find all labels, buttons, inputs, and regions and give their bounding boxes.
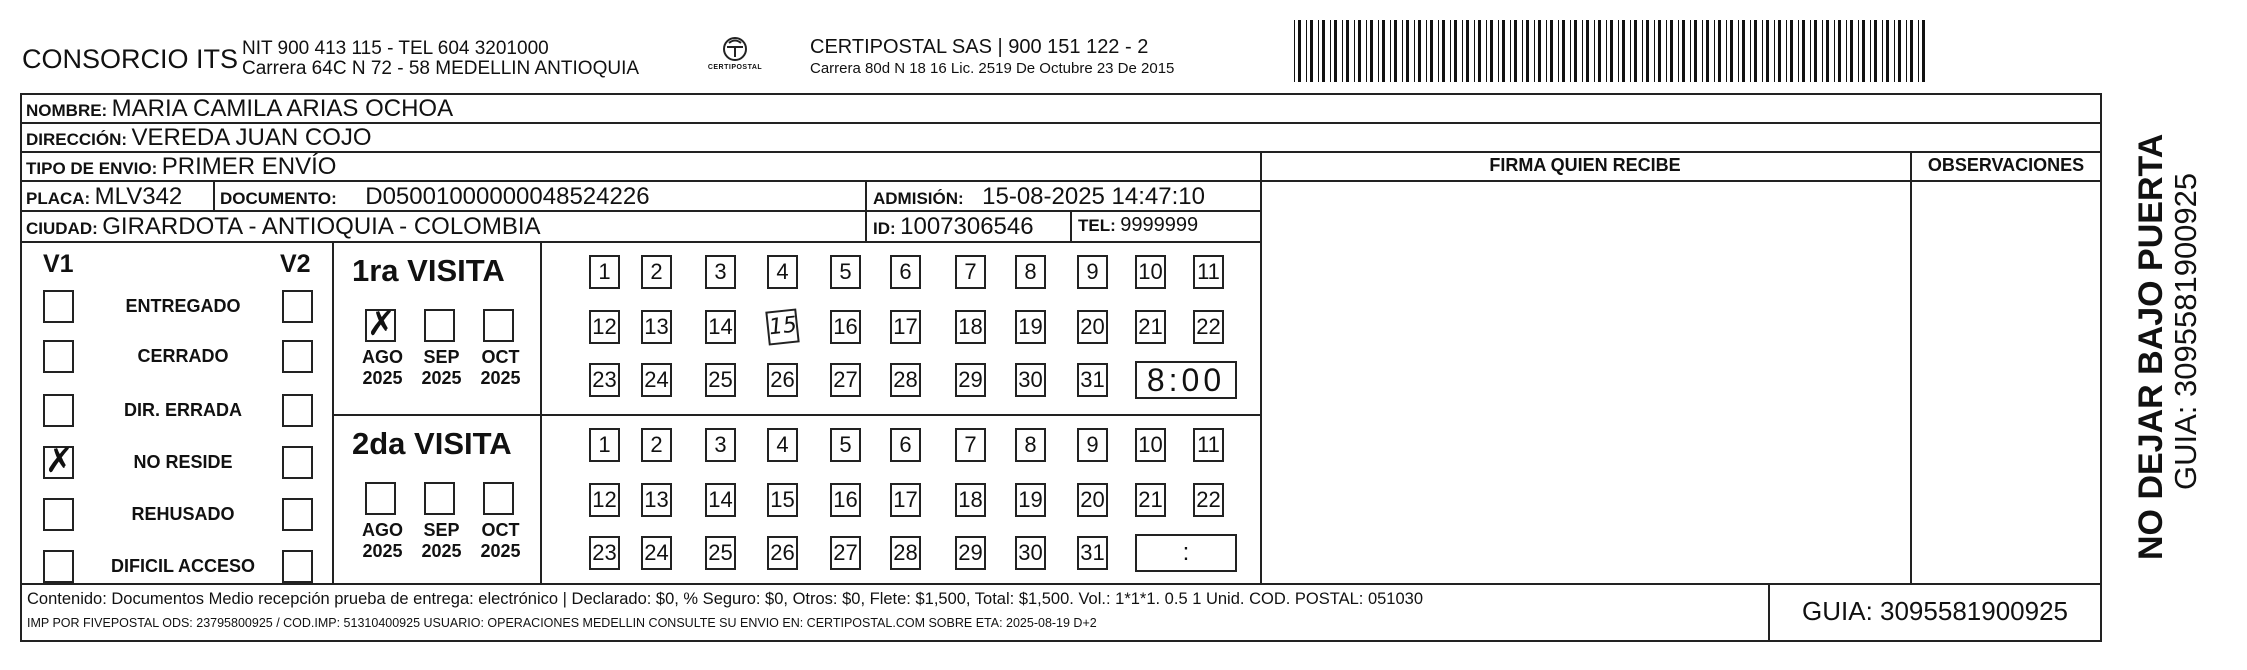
- barcode-bar: [1690, 20, 1691, 82]
- certipostal-logo: [705, 34, 765, 80]
- day-box[interactable]: 24: [641, 536, 672, 570]
- tipo-value: PRIMER ENVÍO: [161, 153, 337, 180]
- barcode-bar: [1474, 20, 1475, 82]
- barcode-bar: [1814, 20, 1817, 82]
- day-box[interactable]: 4: [767, 255, 798, 289]
- day-box[interactable]: 5: [830, 255, 861, 289]
- id-value: 1007306546: [900, 213, 1034, 240]
- ciudad-value: GIRARDOTA - ANTIOQUIA - COLOMBIA: [102, 213, 541, 240]
- status-option-label: DIR. ERRADA: [123, 400, 242, 420]
- carrier-line-2: Carrera 80d N 18 16 Lic. 2519 De Octubre 23 De 2015: [810, 60, 1175, 77]
- barcode-bar: [1754, 20, 1757, 82]
- day-box[interactable]: 3: [705, 428, 736, 462]
- barcode-bar: [1910, 20, 1913, 82]
- day-box[interactable]: 23: [589, 363, 620, 397]
- barcode-bar: [1342, 20, 1343, 82]
- day-box[interactable]: 8: [1015, 428, 1046, 462]
- status-option-label: NO RESIDE: [133, 452, 233, 472]
- month-year: 2025: [421, 368, 462, 388]
- barcode-bar: [1658, 20, 1661, 82]
- barcode-bar: [1294, 20, 1295, 82]
- day-box[interactable]: 5: [830, 428, 861, 462]
- v2-header: V2: [280, 250, 311, 278]
- day-box[interactable]: 6: [890, 255, 921, 289]
- tel-label: TEL:: [1078, 216, 1116, 235]
- barcode-bar: [1670, 20, 1673, 82]
- month-checkbox[interactable]: [365, 482, 396, 515]
- barcode-bar: [1886, 20, 1889, 82]
- status-option-label: DIFICIL ACCESO: [110, 556, 255, 576]
- day-box[interactable]: 14: [705, 483, 736, 517]
- day-box[interactable]: 19: [1015, 310, 1046, 344]
- day-box[interactable]: 28: [890, 536, 921, 570]
- barcode-bar: [1486, 20, 1487, 82]
- day-box[interactable]: 11: [1193, 255, 1224, 289]
- barcode-graphic: [1290, 20, 1930, 82]
- v2-checkbox[interactable]: [282, 290, 313, 323]
- barcode-bar: [1654, 20, 1655, 82]
- tipo-label: TIPO DE ENVIO:: [26, 159, 158, 178]
- direccion-value: VEREDA JUAN COJO: [131, 124, 372, 151]
- barcode-bar: [1766, 20, 1769, 82]
- month-name: SEP: [423, 347, 460, 367]
- month-year: 2025: [421, 541, 462, 561]
- barcode-bar: [1334, 20, 1337, 82]
- barcode-bar: [1598, 20, 1601, 82]
- barcode-bar: [1702, 20, 1703, 82]
- month-year: 2025: [362, 368, 403, 388]
- company-line-2: Carrera 64C N 72 - 58 MEDELLIN ANTIOQUIA: [242, 58, 640, 79]
- month-name: AGO: [361, 520, 403, 540]
- direccion-row: [26, 124, 372, 152]
- barcode-bar: [1514, 20, 1517, 82]
- barcode-bar: [1894, 20, 1895, 82]
- month-name: AGO: [361, 347, 403, 367]
- barcode-bar: [1634, 20, 1637, 82]
- firma-area[interactable]: [1262, 182, 1908, 582]
- barcode-bar: [1322, 20, 1325, 82]
- barcode-bar: [1370, 20, 1373, 82]
- day-box[interactable]: 4: [767, 428, 798, 462]
- nombre-value: MARIA CAMILA ARIAS OCHOA: [111, 95, 454, 122]
- v2-checkbox[interactable]: [282, 446, 313, 479]
- day-box[interactable]: 25: [705, 536, 736, 570]
- barcode-bar: [1562, 20, 1565, 82]
- day-box[interactable]: 22: [1193, 483, 1224, 517]
- day-box[interactable]: 29: [955, 536, 986, 570]
- barcode-bar: [1726, 20, 1727, 82]
- barcode-bar: [1414, 20, 1415, 82]
- barcode: [1290, 20, 1930, 82]
- barcode-bar: [1646, 20, 1649, 82]
- day-box[interactable]: 3: [705, 255, 736, 289]
- barcode-bar: [1570, 20, 1571, 82]
- barcode-bar: [1502, 20, 1505, 82]
- month-year: 2025: [480, 368, 521, 388]
- barcode-bar: [1774, 20, 1775, 82]
- barcode-bar: [1862, 20, 1865, 82]
- documento-value: D05001000000048524226: [365, 183, 650, 210]
- barcode-bar: [1618, 20, 1619, 82]
- barcode-bar: [1798, 20, 1799, 82]
- barcode-bar: [1546, 20, 1547, 82]
- barcode-bar: [1594, 20, 1595, 82]
- day-box[interactable]: 18: [955, 310, 986, 344]
- day-box[interactable]: 15: [765, 308, 799, 345]
- observaciones-area[interactable]: [1912, 182, 2100, 582]
- barcode-bar: [1610, 20, 1613, 82]
- day-box[interactable]: 2: [641, 255, 672, 289]
- month-year: 2025: [362, 541, 403, 561]
- barcode-bar: [1730, 20, 1733, 82]
- day-box[interactable]: 25: [705, 363, 736, 397]
- day-box[interactable]: 23: [589, 536, 620, 570]
- month-label: [414, 520, 469, 562]
- v2-checkbox[interactable]: [282, 550, 313, 583]
- barcode-bar: [1442, 20, 1445, 82]
- tipo-row: [26, 153, 336, 181]
- barcode-bar: [1630, 20, 1631, 82]
- day-box[interactable]: 14: [705, 310, 736, 344]
- barcode-bar: [1678, 20, 1679, 82]
- barcode-bar: [1906, 20, 1907, 82]
- day-box[interactable]: 21: [1135, 310, 1166, 344]
- day-box[interactable]: 20: [1077, 310, 1108, 344]
- month-checkbox[interactable]: [483, 309, 514, 342]
- barcode-bar: [1402, 20, 1403, 82]
- nombre-label: NOMBRE:: [26, 101, 108, 120]
- v1-checkbox[interactable]: [43, 550, 74, 583]
- day-box[interactable]: 26: [767, 363, 798, 397]
- month-check-mark: ✗: [367, 304, 396, 344]
- barcode-bar: [1574, 20, 1577, 82]
- placa-row: [26, 183, 182, 211]
- day-box[interactable]: 9: [1077, 255, 1108, 289]
- barcode-bar: [1810, 20, 1811, 82]
- month-label: [473, 347, 528, 389]
- month-label: [473, 520, 528, 562]
- barcode-bar: [1898, 20, 1901, 82]
- day-box[interactable]: 9: [1077, 428, 1108, 462]
- barcode-bar: [1366, 20, 1367, 82]
- barcode-bar: [1418, 20, 1421, 82]
- day-box[interactable]: 17: [890, 483, 921, 517]
- barcode-bar: [1846, 20, 1847, 82]
- barcode-bar: [1622, 20, 1625, 82]
- barcode-bar: [1822, 20, 1823, 82]
- documento-label: DOCUMENTO:: [220, 189, 337, 208]
- barcode-bar: [1498, 20, 1499, 82]
- barcode-bar: [1478, 20, 1481, 82]
- month-checkbox[interactable]: [424, 309, 455, 342]
- barcode-bar: [1750, 20, 1751, 82]
- ciudad-row: [26, 213, 541, 241]
- carrier-line-1: CERTIPOSTAL SAS | 900 151 122 - 2: [810, 36, 1149, 58]
- company-name: CONSORCIO ITS: [22, 44, 239, 74]
- day-box[interactable]: 13: [641, 310, 672, 344]
- day-box[interactable]: 31: [1077, 363, 1108, 397]
- v1-checkbox[interactable]: [43, 340, 74, 373]
- month-label: [355, 520, 410, 562]
- month-name: SEP: [423, 520, 460, 540]
- barcode-bar: [1450, 20, 1451, 82]
- v2-checkbox[interactable]: [282, 498, 313, 531]
- barcode-bar: [1790, 20, 1793, 82]
- day-box[interactable]: 28: [890, 363, 921, 397]
- month-name: OCT: [481, 347, 520, 367]
- day-box[interactable]: 17: [890, 310, 921, 344]
- barcode-bar: [1642, 20, 1643, 82]
- company-line-1: NIT 900 413 115 - TEL 604 3201000: [242, 38, 549, 59]
- barcode-bar: [1778, 20, 1781, 82]
- barcode-bar: [1462, 20, 1463, 82]
- barcode-bar: [1882, 20, 1883, 82]
- admision-label: ADMISIÓN:: [873, 189, 964, 208]
- status-option-label: ENTREGADO: [125, 296, 241, 316]
- day-box[interactable]: 15: [767, 483, 798, 517]
- day-box[interactable]: 7: [955, 255, 986, 289]
- month-checkbox[interactable]: [424, 482, 455, 515]
- barcode-bar: [1918, 20, 1919, 82]
- barcode-bar: [1738, 20, 1739, 82]
- barcode-bar: [1922, 20, 1925, 82]
- imp-line: IMP POR FIVEPOSTAL ODS: 23795800925 / COD.IMP: 51310400925 USUARIO: OPERACIONES MEDELLIN CONSULTE SU ENVIO EN: CERTIPOSTAL.COM SOBRE ETA: 2025-08-19 D+2: [27, 616, 1097, 630]
- day-box[interactable]: 26: [767, 536, 798, 570]
- firma-header: FIRMA QUIEN RECIBE: [1489, 155, 1681, 175]
- admision-row: [873, 183, 1205, 211]
- barcode-bar: [1718, 20, 1721, 82]
- barcode-bar: [1706, 20, 1709, 82]
- month-checkbox[interactable]: [483, 482, 514, 515]
- placa-label: PLACA:: [26, 189, 91, 208]
- admision-value: 15-08-2025 14:47:10: [982, 183, 1205, 210]
- day-box[interactable]: 7: [955, 428, 986, 462]
- side-guia: GUIA: 3095581900925: [2168, 172, 2203, 490]
- ciudad-label: CIUDAD:: [26, 219, 98, 238]
- v1-header: V1: [43, 250, 74, 278]
- barcode-bar: [1858, 20, 1859, 82]
- barcode-bar: [1522, 20, 1523, 82]
- day-box[interactable]: 30: [1015, 536, 1046, 570]
- day-box[interactable]: 21: [1135, 483, 1166, 517]
- day-box[interactable]: 20: [1077, 483, 1108, 517]
- barcode-bar: [1354, 20, 1355, 82]
- barcode-bar: [1438, 20, 1439, 82]
- month-name: OCT: [481, 520, 520, 540]
- certipostal-logo-icon: [705, 34, 765, 80]
- day-box[interactable]: 13: [641, 483, 672, 517]
- v1-check-mark: ✗: [45, 441, 74, 481]
- barcode-bar: [1330, 20, 1331, 82]
- day-box[interactable]: 22: [1193, 310, 1224, 344]
- tel-value: 9999999: [1120, 214, 1199, 236]
- v2-checkbox[interactable]: [282, 340, 313, 373]
- documento-row: [220, 183, 650, 211]
- barcode-bar: [1714, 20, 1715, 82]
- logo-text: CERTIPOSTAL: [707, 64, 763, 71]
- barcode-bar: [1394, 20, 1397, 82]
- month-year: 2025: [480, 541, 521, 561]
- barcode-bar: [1606, 20, 1607, 82]
- barcode-bar: [1358, 20, 1361, 82]
- day-box[interactable]: 12: [589, 310, 620, 344]
- day-box[interactable]: 6: [890, 428, 921, 462]
- barcode-bar: [1490, 20, 1493, 82]
- day-box[interactable]: 18: [955, 483, 986, 517]
- barcode-bar: [1874, 20, 1877, 82]
- status-option-label: REHUSADO: [131, 504, 235, 524]
- barcode-bar: [1318, 20, 1319, 82]
- barcode-bar: [1826, 20, 1829, 82]
- visit-time-box[interactable]: 8:00: [1135, 361, 1237, 399]
- day-box[interactable]: 31: [1077, 536, 1108, 570]
- barcode-bar: [1586, 20, 1589, 82]
- barcode-bar: [1534, 20, 1535, 82]
- day-box[interactable]: 2: [641, 428, 672, 462]
- barcode-bar: [1390, 20, 1391, 82]
- day-box[interactable]: 16: [830, 483, 861, 517]
- no-dejar-bajo-puerta: NO DEJAR BAJO PUERTA: [2132, 133, 2170, 560]
- barcode-bar: [1870, 20, 1871, 82]
- visit-time-box[interactable]: :: [1135, 534, 1237, 572]
- barcode-bar: [1786, 20, 1787, 82]
- v1-checkbox[interactable]: [43, 290, 74, 323]
- day-box[interactable]: 1: [589, 255, 620, 289]
- day-box[interactable]: 8: [1015, 255, 1046, 289]
- v1-checkbox[interactable]: [43, 394, 74, 427]
- day-box[interactable]: 11: [1193, 428, 1224, 462]
- barcode-bar: [1682, 20, 1685, 82]
- barcode-bar: [1406, 20, 1409, 82]
- barcode-bar: [1526, 20, 1529, 82]
- v2-checkbox[interactable]: [282, 394, 313, 427]
- barcode-bar: [1558, 20, 1559, 82]
- visit-title: 1ra VISITA: [352, 253, 505, 288]
- barcode-bar: [1382, 20, 1385, 82]
- footer-guia: GUIA: 3095581900925: [1802, 596, 2068, 626]
- barcode-bar: [1454, 20, 1457, 82]
- day-box[interactable]: 29: [955, 363, 986, 397]
- barcode-bar: [1666, 20, 1667, 82]
- id-label: ID:: [873, 219, 896, 238]
- barcode-bar: [1426, 20, 1427, 82]
- barcode-bar: [1802, 20, 1805, 82]
- barcode-bar: [1838, 20, 1841, 82]
- barcode-bar: [1346, 20, 1349, 82]
- barcode-bar: [1742, 20, 1745, 82]
- barcode-bar: [1694, 20, 1697, 82]
- v1-checkbox[interactable]: [43, 498, 74, 531]
- day-box[interactable]: 16: [830, 310, 861, 344]
- day-box[interactable]: 27: [830, 363, 861, 397]
- day-box[interactable]: 10: [1135, 255, 1166, 289]
- barcode-bar: [1378, 20, 1379, 82]
- day-box[interactable]: 19: [1015, 483, 1046, 517]
- barcode-bar: [1306, 20, 1307, 82]
- month-label: [355, 347, 410, 389]
- nombre-row: [26, 95, 453, 123]
- day-box[interactable]: 10: [1135, 428, 1166, 462]
- barcode-bar: [1850, 20, 1853, 82]
- barcode-bar: [1310, 20, 1313, 82]
- day-box[interactable]: 1: [589, 428, 620, 462]
- day-box[interactable]: 12: [589, 483, 620, 517]
- day-box[interactable]: 27: [830, 536, 861, 570]
- barcode-bar: [1538, 20, 1541, 82]
- id-row: [873, 213, 1034, 241]
- barcode-bar: [1298, 20, 1301, 82]
- day-box[interactable]: 24: [641, 363, 672, 397]
- barcode-bar: [1834, 20, 1835, 82]
- direccion-label: DIRECCIÓN:: [26, 130, 128, 149]
- day-box[interactable]: 30: [1015, 363, 1046, 397]
- placa-value: MLV342: [94, 183, 183, 210]
- barcode-bar: [1550, 20, 1553, 82]
- visit-title: 2da VISITA: [352, 426, 512, 461]
- tel-row: [1078, 214, 1198, 237]
- barcode-bar: [1582, 20, 1583, 82]
- month-label: [414, 347, 469, 389]
- status-option-label: CERRADO: [137, 346, 229, 366]
- barcode-bar: [1510, 20, 1511, 82]
- observaciones-header: OBSERVACIONES: [1927, 155, 2085, 175]
- barcode-bar: [1762, 20, 1763, 82]
- barcode-bar: [1430, 20, 1433, 82]
- barcode-bar: [1466, 20, 1469, 82]
- contenido-line: Contenido: Documentos Medio recepción prueba de entrega: electrónico | Declarado: $0, % Seguro: $0, Otros: $0, Flete: $1,500, Total: $1,500. Vol.: 1*1*1. 0.5 1 Unid. COD. POSTAL: 051030: [27, 590, 1424, 608]
